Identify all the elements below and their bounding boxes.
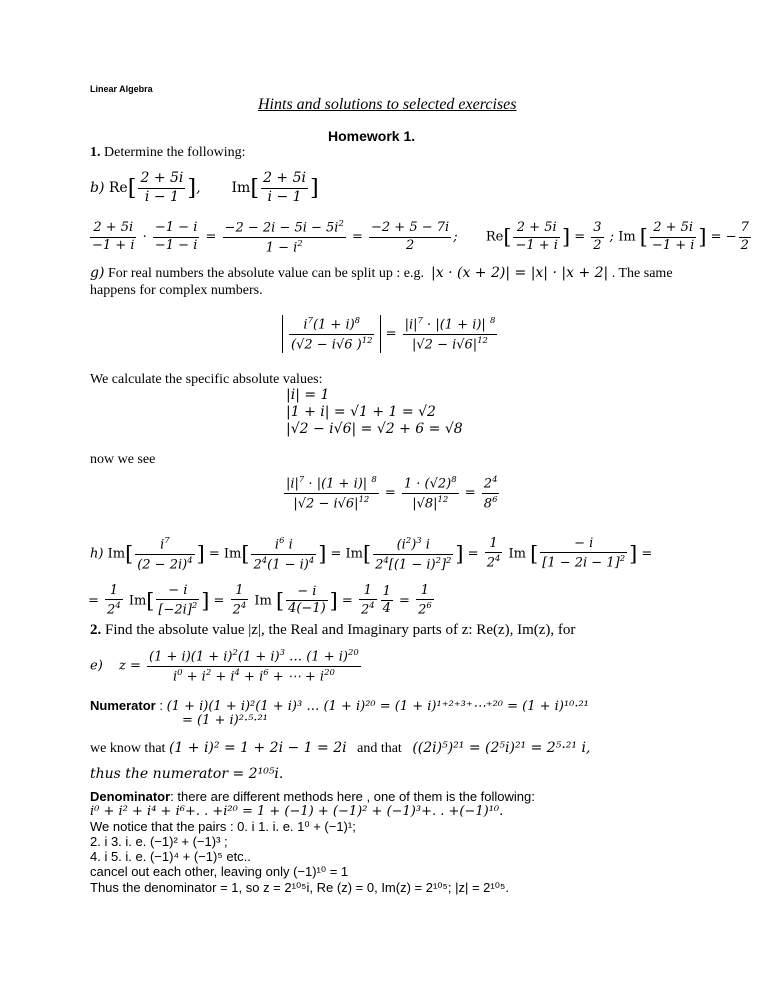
denominator-line-1: i⁰ + i² + i⁴ + i⁶+. . +i²⁰ = 1 + (−1) + (−1)² + (−1)³+. . +(−1)¹⁰.	[90, 804, 504, 819]
exercise-1-text: Determine the following:	[100, 145, 246, 160]
numerator-label: Numerator	[90, 698, 156, 713]
part-b-label: b)	[90, 180, 105, 196]
denominator-heading: Denominator: there are different methods here , one of them is the following:	[90, 789, 535, 804]
page-title: Hints and solutions to selected exercises	[258, 96, 517, 113]
part-b-solution: $\frac{2 + 5i}{-1 + i}$ · $\frac{-1 - i}{-1 - i}$ = $\frac{-2 - 2i - 5i - 5i^2}{1 - i^2}$ = $\frac{-2 + 5 - 7i}{2}$ ; Re[ $\frac{2 + 5i}{-1 + i}$ ] = $\frac{3}{2}$ ; Im [ $\frac{2 + 5i}{-1 + i}$ ] = − $\frac{7}{2}$	[92, 218, 749, 255]
numerator-line-1: Numerator : (1 + i)(1 + i)²(1 + i)³ … (1 + i)²⁰ = (1 + i)¹⁺²⁺³⁺⋯⁺²⁰ = (1 + i)¹⁰·²¹	[90, 698, 589, 714]
part-e-label: e)	[90, 658, 103, 674]
section-heading: Homework 1.	[328, 128, 416, 144]
exercise-2-heading	[90, 622, 575, 639]
part-g-label: g)	[90, 265, 105, 281]
denominator-line-4: 4. i 5. i. e. (−1)⁴ + (−1)⁵ etc..	[90, 849, 251, 864]
abs-value-1-plus-i: |1 + i| = √1 + 1 = √2	[286, 404, 436, 420]
numerator-line-2: = (1 + i)²·⁵·²¹	[182, 713, 268, 728]
abs-value-i: |i| = 1	[286, 387, 330, 403]
abs-value-root-expression: |√2 − i√6| = √2 + 6 = √8	[286, 421, 463, 437]
part-g-text: g) For real numbers the absolute value can be split up : e.g. |x · (x + 2)| = |x| · |x + 2| . The same	[90, 265, 673, 281]
part-e-statement: e) z = $\frac{(1 + i)(1 + i)^2(1 + i)^3 \dots (1 + i)^{20}}{i^0 + i^2 + i^4 + i^6 + \cdots + i^{20}}$	[90, 647, 359, 684]
numerator-result: thus the numerator = 2¹⁰⁵i.	[90, 766, 284, 782]
denominator-line-3: 2. i 3. i. e. (−1)² + (−1)³ ;	[90, 834, 228, 849]
know-that-line: we know that (1 + i)² = 1 + 2i − 1 = 2i and that ((2i)⁵)²¹ = (2⁵i)²¹ = 2⁵·²¹ i,	[90, 740, 591, 756]
exercise-1-number: 1.	[90, 145, 101, 160]
part-g-text-2: happens for complex numbers.	[90, 283, 263, 298]
exercise-1-heading	[90, 145, 246, 161]
part-h-label: h)	[90, 546, 104, 562]
denominator-label: Denominator	[90, 789, 171, 804]
now-we-see-text: now we see	[90, 452, 156, 467]
exercise-2-number: 2.	[90, 622, 102, 638]
part-g-result: $\frac{|i|^7 \cdot |(1 + i)| ^8}{|√2 - i√6|^{12}}$ = $\frac{1 \cdot (√2)^8}{|√8|^{12}}$ = $\frac{2^4}{8^6}$	[286, 474, 498, 511]
denominator-line-2: We notice that the pairs : 0. i 1. i. e. 1⁰ + (−1)¹;	[90, 819, 356, 834]
part-g-formula: $\frac{i^7(1 + i)^8}{(√2 - i√6 )^{12}}$ = $\frac{|i|^7 \cdot |(1 + i)| ^8}{|√2 - i√6|^{12}}$	[282, 315, 499, 353]
final-result: Thus the denominator = 1, so z = 2¹⁰⁵i, Re (z) = 0, Im(z) = 2¹⁰⁵; |z| = 2¹⁰⁵.	[90, 880, 509, 895]
denominator-line-5: cancel out each other, leaving only (−1)¹⁰ = 1	[90, 864, 349, 879]
part-h-line-2: = $\frac{1}{2^4}$ Im[ $\frac{- i}{[-2i]^2}$ ] = $\frac{1}{2^4}$ Im [ $\frac{- i}{4(-1)}$ ] = $\frac{1}{2^4}$ $\frac{1}{4}$ = $\frac{1}{2^6}$	[88, 583, 432, 618]
exercise-2-text: Find the absolute value |z|, the Real and Imaginary parts of z: Re(z), Im(z), for	[101, 622, 576, 638]
calc-text: We calculate the specific absolute values:	[90, 372, 323, 387]
abs-split-formula: |x · (x + 2)| = |x| · |x + 2|	[431, 265, 609, 281]
part-h-line-1: h) Im[ $\frac{i^7}{(2 - 2i)^4}$ ] = Im[ $\frac{i^6 i}{2^4(1 - i)^4}$ ] = Im[ $\frac{(i^2)^3 i}{2^4[(1 - i)^2]^2}$ ] = $\frac{1}{2^4}$ Im [ $\frac{- i}{[1 - 2i - 1]^2}$ ] =	[90, 535, 653, 572]
part-b-statement: b) Re[ $\frac{2 + 5i}{i - 1}$ ], Im[ $\frac{2 + 5i}{i - 1}$ ]	[90, 170, 319, 205]
course-label: Linear Algebra	[90, 84, 153, 94]
